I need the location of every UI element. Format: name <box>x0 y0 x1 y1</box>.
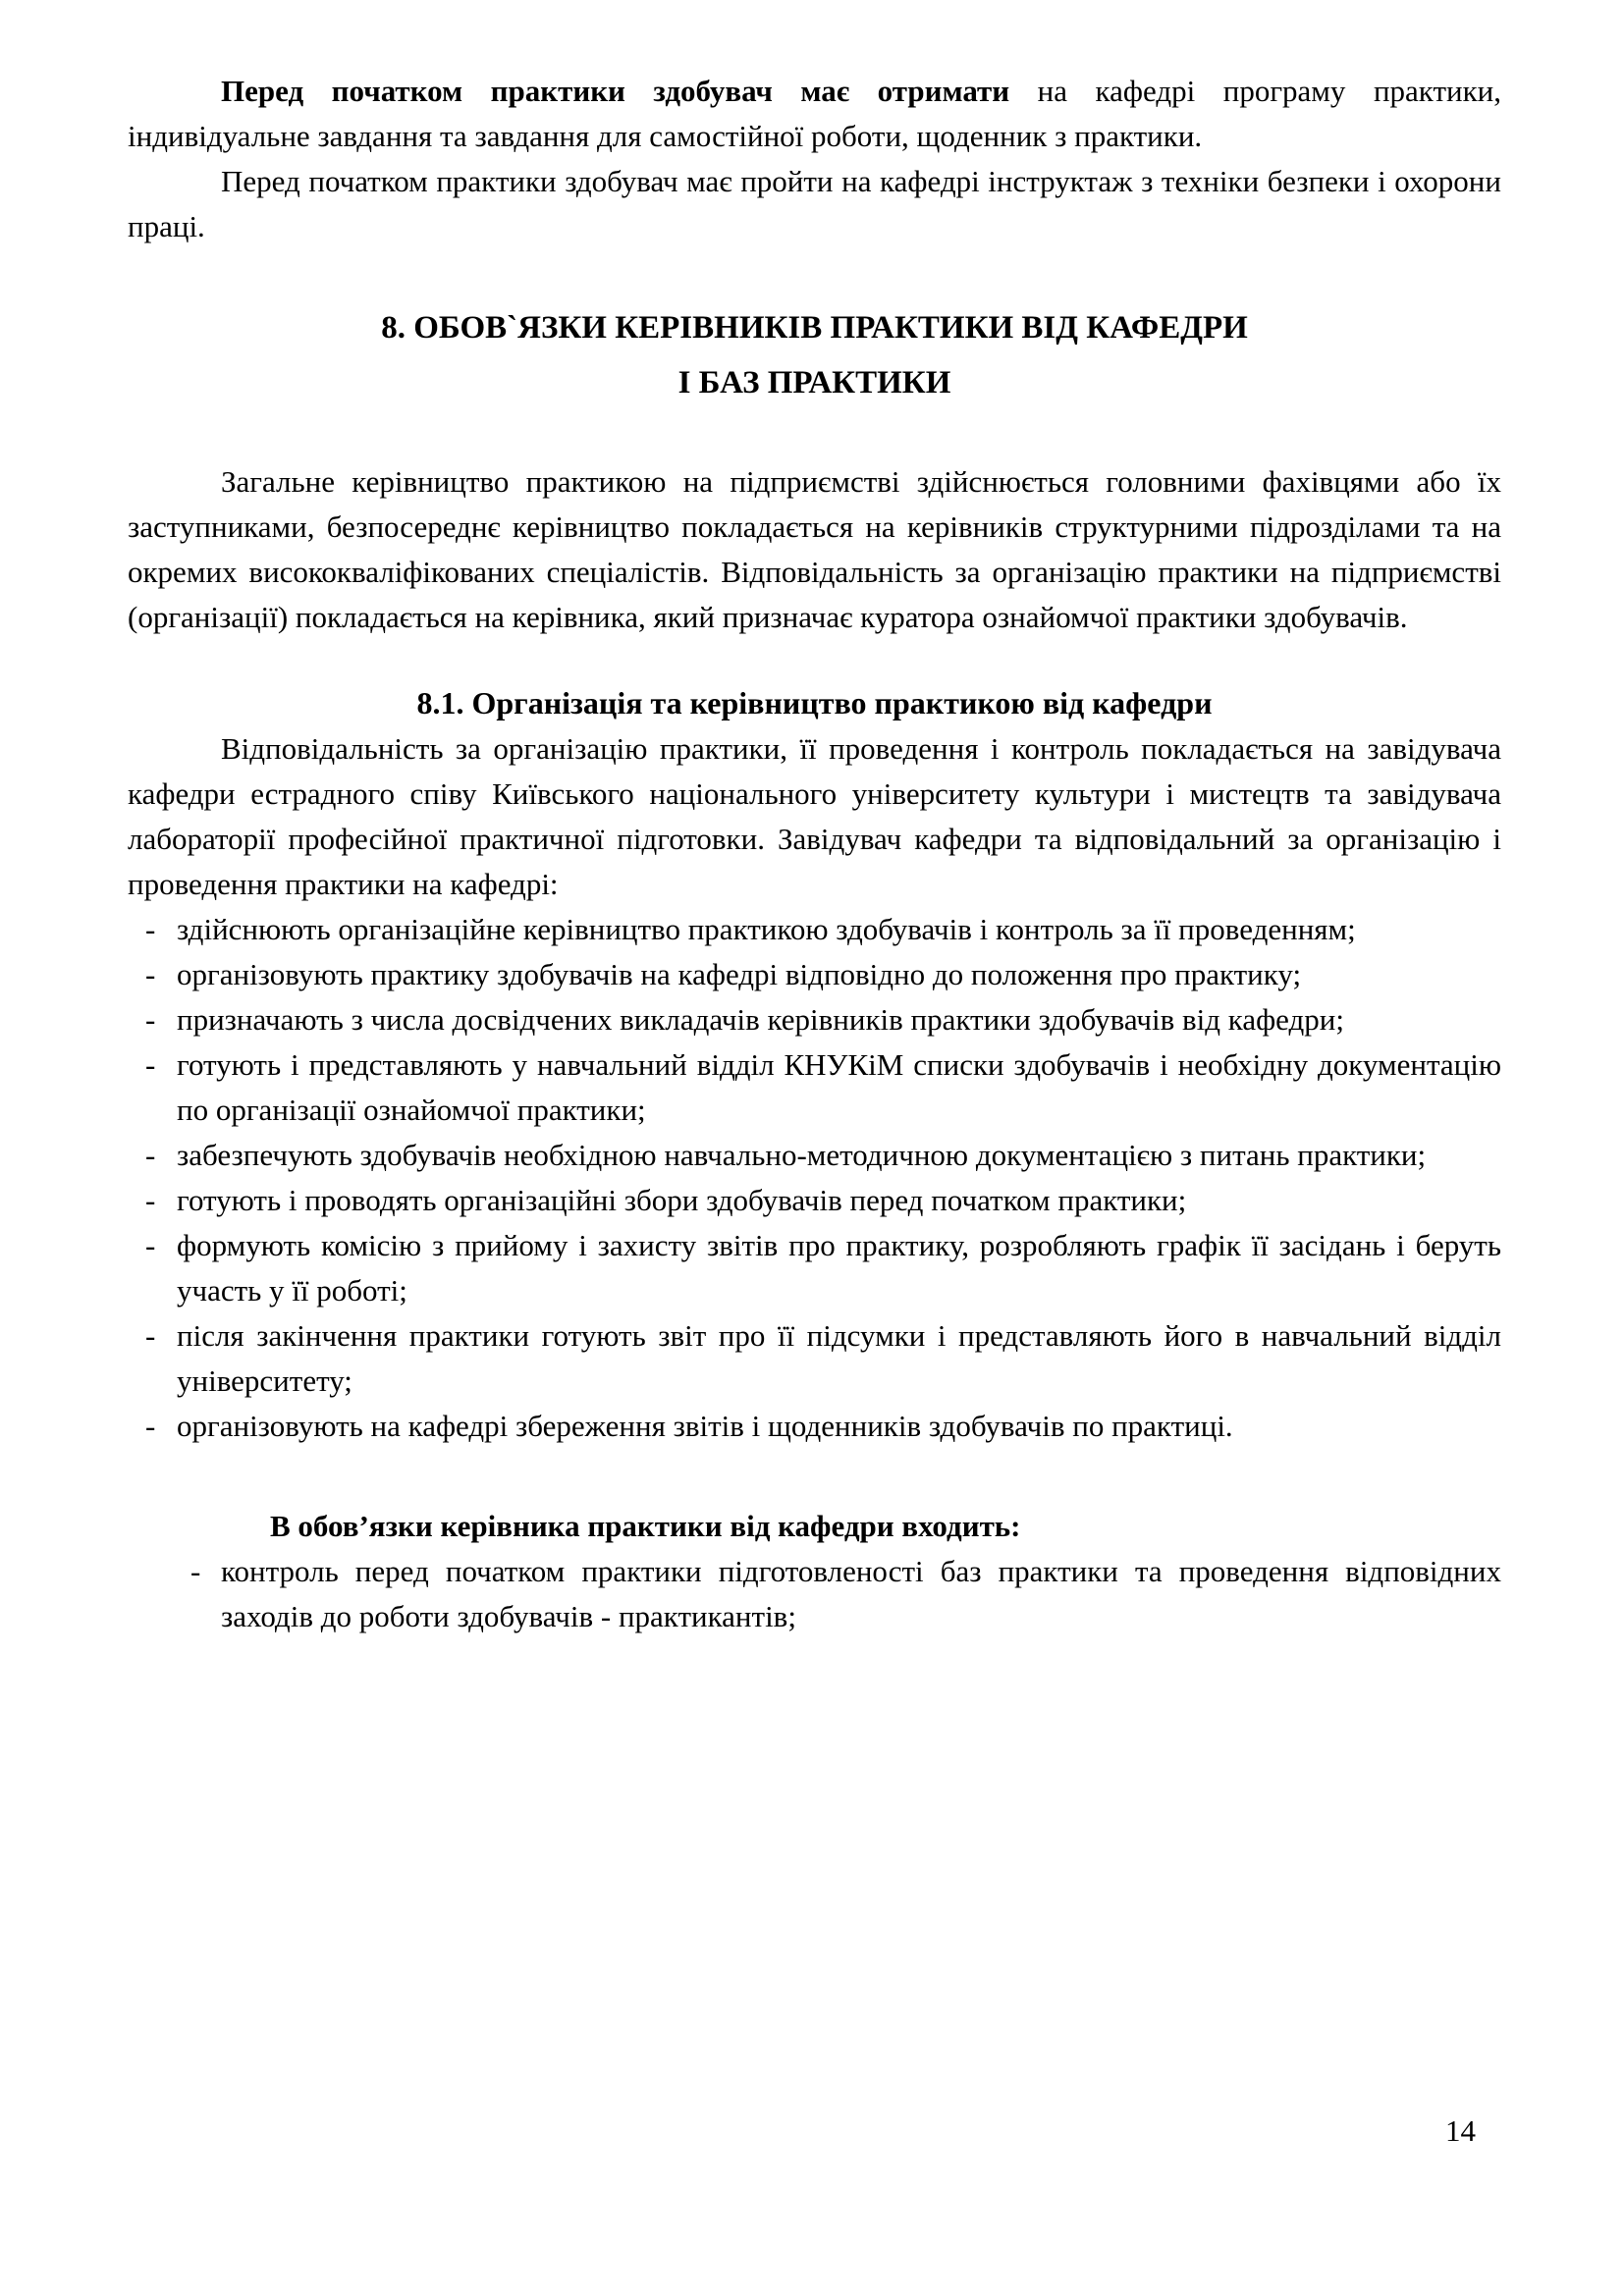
paragraph-general-supervision: Загальне керівництво практикою на підприємстві здійснюється головними фахівцями або їх заступниками, безпосереднє керівництво покладається на керівників структурними підрозділами та на окремих висококваліфікованих спеціалістів. Відповідальність за організацію практики на підприємстві (організації) покладається на керівника, який призначає куратора ознайомчої практики здобувачів. <box>128 464 1501 634</box>
paragraph-before-practice-receive <box>128 69 1501 159</box>
list-item: - призначають з числа досвідчених викладачів керівників практики здобувачів від кафедри; <box>128 997 1501 1042</box>
paragraph-safety-briefing: Перед початком практики здобувач має пройти на кафедрі інструктаж з техніки безпеки і охорони праці. <box>128 164 1501 243</box>
list-item: - організовують на кафедрі збереження звітів і щоденників здобувачів по практиці. <box>128 1404 1501 1449</box>
section-8-1-heading: 8.1. Організація та керівництво практикою від кафедри <box>416 685 1213 721</box>
section-8-heading <box>128 300 1501 410</box>
section-8-heading-line2: І БАЗ ПРАКТИКИ <box>677 365 951 400</box>
paragraph-bold-lead: Перед початком практики здобувач має отримати <box>221 74 1010 108</box>
supervisor-duties-heading: В обов’язки керівника практики від кафедри входить: <box>270 1509 1021 1543</box>
supervisor-duties-list <box>128 1549 1501 1639</box>
paragraph-regular-continuation: на кафедрі програму практики, індивідуальне завдання та завдання для самостійної роботи, щоденник з практики. <box>128 74 1501 153</box>
list-item: - формують комісію з прийому і захисту звітів про практику, розробляють графік її засідань і беруть участь у її роботі; <box>128 1223 1501 1313</box>
document-page <box>128 69 1501 1639</box>
list-item: - контроль перед початком практики підготовленості баз практики та проведення відповідних заходів до роботи здобувачів - практикантів; <box>128 1549 1501 1639</box>
list-item: - готують і представляють у навчальний відділ КНУКіМ списки здобувачів і необхідну документацію по організації ознайомчої практики; <box>128 1042 1501 1133</box>
list-item: - після закінчення практики готують звіт про її підсумки і представляють його в навчальний відділ університету; <box>128 1313 1501 1404</box>
section-8-heading-line1: 8. ОБОВ`ЯЗКИ КЕРІВНИКІВ ПРАКТИКИ ВІД КАФЕДРИ <box>381 310 1248 346</box>
paragraph-responsibility: Відповідальність за організацію практики, її проведення і контроль покладається на завідувача кафедри естрадного співу Київського національного університету культури і мистецтв та завідувача лабораторії професійної практичної підготовки. Завідувач кафедри та відповідальний за організацію і проведення практики на кафедрі: <box>128 731 1501 901</box>
list-item: - здійснюють організаційне керівництво практикою здобувачів і контроль за її проведенням; <box>128 907 1501 952</box>
list-item: - готують і проводять організаційні збори здобувачів перед початком практики; <box>128 1178 1501 1223</box>
list-item: - організовують практику здобувачів на кафедрі відповідно до положення про практику; <box>128 952 1501 997</box>
page-number: 14 <box>1445 2113 1476 2148</box>
duties-list <box>128 907 1501 1449</box>
list-item: - забезпечують здобувачів необхідною навчально-методичною документацією з питань практики; <box>128 1133 1501 1178</box>
